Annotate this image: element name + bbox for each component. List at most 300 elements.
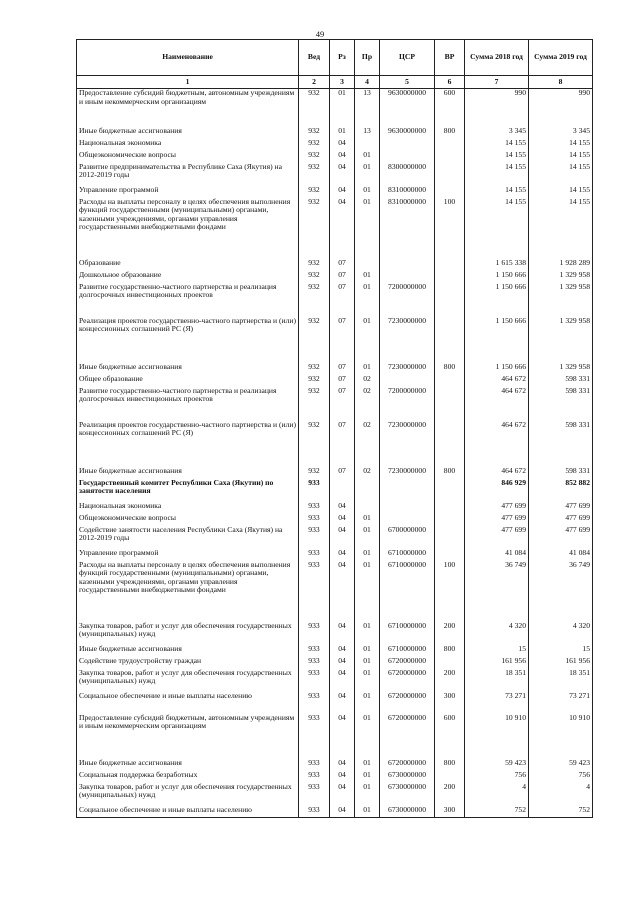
row-ved: 932 (299, 139, 330, 151)
table-row (77, 771, 593, 783)
header-vr: ВР (435, 40, 465, 76)
table-row (77, 657, 593, 669)
table-row (77, 783, 593, 806)
row-rz: 01 (330, 127, 355, 139)
row-name: Содействие трудоустройству граждан (77, 657, 299, 669)
row-vr (435, 771, 465, 783)
row-vr (435, 502, 465, 514)
row-csr: 7230000000 (380, 421, 435, 467)
row-sum-2019: 477 699 (529, 526, 593, 549)
row-csr: 7230000000 (380, 467, 435, 479)
row-sum-2018: 477 699 (465, 502, 529, 514)
row-vr: 800 (435, 645, 465, 657)
row-csr: 8310000000 (380, 198, 435, 259)
row-vr (435, 421, 465, 467)
row-vr (435, 271, 465, 283)
row-vr: 600 (435, 714, 465, 759)
row-ved: 932 (299, 421, 330, 467)
row-sum-2018: 1 615 338 (465, 259, 529, 271)
row-rz: 07 (330, 421, 355, 467)
row-csr: 6720000000 (380, 669, 435, 692)
col-number-8: 8 (529, 76, 593, 89)
header-pr: Пр (355, 40, 380, 76)
row-vr (435, 549, 465, 561)
row-sum-2018: 14 155 (465, 186, 529, 198)
row-csr: 6720000000 (380, 759, 435, 771)
row-csr: 9630000000 (380, 127, 435, 139)
row-sum-2019: 59 423 (529, 759, 593, 771)
row-name: Содействие занятости населения Республики Саха (Якутия) на 2012-2019 годы (77, 526, 299, 549)
row-sum-2019: 14 155 (529, 198, 593, 259)
row-rz: 07 (330, 467, 355, 479)
table-row (77, 549, 593, 561)
row-ved: 933 (299, 692, 330, 714)
row-vr: 300 (435, 692, 465, 714)
table-row (77, 759, 593, 771)
row-rz: 04 (330, 514, 355, 526)
row-name: Общеэкономические вопросы (77, 151, 299, 163)
row-ved: 932 (299, 151, 330, 163)
row-csr: 6710000000 (380, 549, 435, 561)
row-vr (435, 317, 465, 363)
row-rz: 04 (330, 657, 355, 669)
table-row (77, 163, 593, 186)
row-rz: 04 (330, 669, 355, 692)
row-pr: 01 (355, 561, 380, 622)
row-pr: 02 (355, 467, 380, 479)
row-sum-2018: 846 929 (465, 479, 529, 502)
row-name: Закупка товаров, работ и услуг для обеспечения государственных (муниципальных) нужд (77, 783, 299, 806)
row-vr (435, 163, 465, 186)
row-sum-2019: 14 155 (529, 186, 593, 198)
table-row (77, 526, 593, 549)
row-name: Иные бюджетные ассигнования (77, 645, 299, 657)
row-rz: 04 (330, 198, 355, 259)
row-sum-2019: 477 699 (529, 514, 593, 526)
row-vr (435, 526, 465, 549)
row-pr: 01 (355, 771, 380, 783)
row-vr: 100 (435, 561, 465, 622)
row-pr: 02 (355, 375, 380, 387)
row-ved: 933 (299, 759, 330, 771)
row-sum-2019: 4 (529, 783, 593, 806)
row-sum-2019: 598 331 (529, 421, 593, 467)
row-csr: 7200000000 (380, 283, 435, 317)
row-name: Социальная поддержка безработных (77, 771, 299, 783)
row-sum-2018: 59 423 (465, 759, 529, 771)
row-csr: 6730000000 (380, 783, 435, 806)
row-sum-2018: 752 (465, 806, 529, 818)
row-sum-2018: 3 345 (465, 127, 529, 139)
row-ved: 932 (299, 186, 330, 198)
row-sum-2019: 14 155 (529, 163, 593, 186)
row-rz: 04 (330, 771, 355, 783)
col-number-4: 4 (355, 76, 380, 89)
row-ved: 933 (299, 771, 330, 783)
row-vr: 200 (435, 783, 465, 806)
row-csr (380, 151, 435, 163)
row-csr (380, 479, 435, 502)
row-sum-2019: 598 331 (529, 467, 593, 479)
row-pr (355, 139, 380, 151)
row-sum-2019: 14 155 (529, 139, 593, 151)
row-csr: 6710000000 (380, 622, 435, 645)
row-sum-2018: 14 155 (465, 151, 529, 163)
row-sum-2018: 18 351 (465, 669, 529, 692)
row-pr: 01 (355, 714, 380, 759)
row-pr: 01 (355, 806, 380, 818)
col-number-3: 3 (330, 76, 355, 89)
row-vr (435, 186, 465, 198)
row-pr: 02 (355, 421, 380, 467)
row-rz: 07 (330, 259, 355, 271)
col-number-7: 7 (465, 76, 529, 89)
row-pr: 01 (355, 363, 380, 375)
table-row (77, 151, 593, 163)
row-csr: 6710000000 (380, 561, 435, 622)
row-sum-2019: 161 956 (529, 657, 593, 669)
row-name: Предоставление субсидий бюджетным, автономным учреждениям и иным некоммерческим организациям (77, 89, 299, 127)
table-row (77, 271, 593, 283)
row-sum-2018: 1 150 666 (465, 283, 529, 317)
row-sum-2019: 1 329 958 (529, 283, 593, 317)
row-ved: 932 (299, 283, 330, 317)
row-pr (355, 259, 380, 271)
row-ved: 932 (299, 89, 330, 127)
table-row (77, 139, 593, 151)
row-rz: 04 (330, 549, 355, 561)
row-name: Иные бюджетные ассигнования (77, 363, 299, 375)
row-vr (435, 387, 465, 421)
row-pr: 01 (355, 759, 380, 771)
row-sum-2018: 756 (465, 771, 529, 783)
row-name: Дошкольное образование (77, 271, 299, 283)
row-pr: 01 (355, 622, 380, 645)
row-pr: 01 (355, 186, 380, 198)
row-pr: 01 (355, 549, 380, 561)
row-csr: 6720000000 (380, 714, 435, 759)
row-name: Закупка товаров, работ и услуг для обеспечения государственных (муниципальных) нужд (77, 669, 299, 692)
row-ved: 933 (299, 514, 330, 526)
row-sum-2018: 464 672 (465, 387, 529, 421)
row-rz: 07 (330, 363, 355, 375)
row-ved: 932 (299, 163, 330, 186)
row-rz: 01 (330, 89, 355, 127)
table-row (77, 645, 593, 657)
row-rz: 04 (330, 139, 355, 151)
row-vr (435, 375, 465, 387)
row-vr: 200 (435, 669, 465, 692)
row-sum-2018: 4 320 (465, 622, 529, 645)
row-name: Реализация проектов государственно-частного партнерства и (или) концессионных соглашений РС (Я) (77, 317, 299, 363)
table-row (77, 259, 593, 271)
row-ved: 933 (299, 479, 330, 502)
row-rz: 04 (330, 561, 355, 622)
table-row (77, 479, 593, 502)
row-pr (355, 479, 380, 502)
row-rz: 04 (330, 526, 355, 549)
row-name: Национальная экономика (77, 139, 299, 151)
row-vr (435, 514, 465, 526)
row-vr: 200 (435, 622, 465, 645)
row-ved: 932 (299, 198, 330, 259)
row-ved: 932 (299, 467, 330, 479)
row-sum-2018: 464 672 (465, 421, 529, 467)
row-rz: 04 (330, 806, 355, 818)
table-row (77, 514, 593, 526)
row-csr: 8300000000 (380, 163, 435, 186)
row-rz: 04 (330, 151, 355, 163)
row-csr (380, 375, 435, 387)
row-name: Развитие государственно-частного партнерства и реализация долгосрочных инвестиционных проектов (77, 283, 299, 317)
row-ved: 932 (299, 363, 330, 375)
row-vr: 800 (435, 363, 465, 375)
row-sum-2019: 73 271 (529, 692, 593, 714)
table-row (77, 198, 593, 259)
row-csr: 7200000000 (380, 387, 435, 421)
row-sum-2018: 1 150 666 (465, 271, 529, 283)
col-number-6: 6 (435, 76, 465, 89)
row-sum-2019: 1 928 289 (529, 259, 593, 271)
row-pr: 01 (355, 151, 380, 163)
col-number-5: 5 (380, 76, 435, 89)
row-vr: 800 (435, 759, 465, 771)
row-vr (435, 259, 465, 271)
row-sum-2018: 4 (465, 783, 529, 806)
row-csr (380, 514, 435, 526)
row-sum-2018: 477 699 (465, 526, 529, 549)
table-row (77, 502, 593, 514)
row-ved: 932 (299, 271, 330, 283)
row-csr: 7230000000 (380, 317, 435, 363)
header-sum-2019: Сумма 2019 год (529, 40, 593, 76)
row-name: Развитие государственно-частного партнерства и реализация долгосрочных инвестиционных проектов (77, 387, 299, 421)
row-rz: 04 (330, 759, 355, 771)
row-rz: 07 (330, 283, 355, 317)
row-vr (435, 139, 465, 151)
row-name: Иные бюджетные ассигнования (77, 467, 299, 479)
row-ved: 933 (299, 526, 330, 549)
row-pr: 01 (355, 645, 380, 657)
table-row (77, 714, 593, 759)
row-name: Управление программой (77, 186, 299, 198)
header-ved: Вед (299, 40, 330, 76)
row-ved: 932 (299, 317, 330, 363)
row-sum-2019: 756 (529, 771, 593, 783)
row-name: Реализация проектов государственно-частного партнерства и (или) концессионных соглашений РС (Я) (77, 421, 299, 467)
row-pr: 01 (355, 317, 380, 363)
row-sum-2018: 73 271 (465, 692, 529, 714)
table-row (77, 561, 593, 622)
row-sum-2019: 598 331 (529, 387, 593, 421)
row-pr: 01 (355, 669, 380, 692)
row-csr: 6720000000 (380, 692, 435, 714)
row-sum-2018: 464 672 (465, 375, 529, 387)
row-pr: 01 (355, 198, 380, 259)
row-rz: 04 (330, 645, 355, 657)
row-ved: 933 (299, 561, 330, 622)
row-rz: 07 (330, 317, 355, 363)
row-ved: 933 (299, 669, 330, 692)
table-row (77, 467, 593, 479)
row-sum-2019: 15 (529, 645, 593, 657)
table-row (77, 622, 593, 645)
row-sum-2018: 10 910 (465, 714, 529, 759)
row-sum-2019: 752 (529, 806, 593, 818)
row-sum-2019: 852 882 (529, 479, 593, 502)
row-csr: 6730000000 (380, 806, 435, 818)
row-sum-2019: 1 329 958 (529, 317, 593, 363)
row-vr (435, 151, 465, 163)
row-vr (435, 283, 465, 317)
row-csr: 8310000000 (380, 186, 435, 198)
row-vr: 800 (435, 467, 465, 479)
row-sum-2018: 14 155 (465, 139, 529, 151)
row-sum-2019: 1 329 958 (529, 271, 593, 283)
row-name: Иные бюджетные ассигнования (77, 127, 299, 139)
row-ved: 932 (299, 375, 330, 387)
row-sum-2018: 464 672 (465, 467, 529, 479)
row-name: Национальная экономика (77, 502, 299, 514)
row-ved: 932 (299, 387, 330, 421)
row-sum-2018: 41 084 (465, 549, 529, 561)
row-sum-2018: 161 956 (465, 657, 529, 669)
table-row (77, 127, 593, 139)
header-rz: Рз (330, 40, 355, 76)
col-number-1: 1 (77, 76, 299, 89)
table-row (77, 692, 593, 714)
col-number-2: 2 (299, 76, 330, 89)
row-rz: 04 (330, 163, 355, 186)
row-sum-2018: 36 749 (465, 561, 529, 622)
row-name: Развитие предпринимательства в Республике Саха (Якутия) на 2012-2019 годы (77, 163, 299, 186)
row-sum-2019: 598 331 (529, 375, 593, 387)
row-rz: 07 (330, 387, 355, 421)
row-csr (380, 139, 435, 151)
row-vr (435, 479, 465, 502)
row-csr: 6710000000 (380, 645, 435, 657)
row-csr: 7230000000 (380, 363, 435, 375)
table-row (77, 186, 593, 198)
row-name: Расходы на выплаты персоналу в целях обеспечения выполнения функций государственными (муниципальными) органами, казенными учреждениями, органами управления государственными внебюджетными фондами (77, 198, 299, 259)
table-row (77, 669, 593, 692)
row-name: Закупка товаров, работ и услуг для обеспечения государственных (муниципальных) нужд (77, 622, 299, 645)
budget-table (76, 39, 593, 818)
row-rz: 04 (330, 502, 355, 514)
row-sum-2018: 1 150 666 (465, 317, 529, 363)
row-vr (435, 657, 465, 669)
row-rz: 04 (330, 622, 355, 645)
row-pr: 13 (355, 127, 380, 139)
row-csr (380, 502, 435, 514)
row-pr: 01 (355, 163, 380, 186)
row-rz (330, 479, 355, 502)
row-ved: 932 (299, 127, 330, 139)
row-pr: 01 (355, 783, 380, 806)
row-vr: 300 (435, 806, 465, 818)
row-vr: 800 (435, 127, 465, 139)
row-rz: 07 (330, 375, 355, 387)
row-sum-2018: 14 155 (465, 163, 529, 186)
row-pr: 13 (355, 89, 380, 127)
row-vr: 100 (435, 198, 465, 259)
header-sum-2018: Сумма 2018 год (465, 40, 529, 76)
row-name: Общеэкономические вопросы (77, 514, 299, 526)
row-ved: 933 (299, 657, 330, 669)
table-row (77, 363, 593, 375)
table-row (77, 375, 593, 387)
table-row (77, 89, 593, 127)
row-pr: 01 (355, 657, 380, 669)
row-rz: 04 (330, 714, 355, 759)
row-sum-2018: 1 150 666 (465, 363, 529, 375)
header-csr: ЦСР (380, 40, 435, 76)
row-sum-2018: 15 (465, 645, 529, 657)
row-name: Социальное обеспечение и иные выплаты населению (77, 692, 299, 714)
page-number: 49 (315, 29, 325, 39)
row-name: Социальное обеспечение и иные выплаты населению (77, 806, 299, 818)
row-rz: 07 (330, 271, 355, 283)
row-ved: 933 (299, 783, 330, 806)
row-sum-2018: 477 699 (465, 514, 529, 526)
row-sum-2018: 14 155 (465, 198, 529, 259)
row-pr (355, 502, 380, 514)
column-number-row (77, 76, 593, 89)
row-csr: 6700000000 (380, 526, 435, 549)
row-sum-2019: 1 329 958 (529, 363, 593, 375)
row-pr: 01 (355, 283, 380, 317)
row-pr: 01 (355, 271, 380, 283)
table-body (77, 89, 593, 818)
row-ved: 933 (299, 806, 330, 818)
table-row (77, 387, 593, 421)
row-name: Образование (77, 259, 299, 271)
row-sum-2019: 477 699 (529, 502, 593, 514)
row-sum-2019: 18 351 (529, 669, 593, 692)
row-sum-2019: 41 084 (529, 549, 593, 561)
header-name: Наименование (77, 40, 299, 76)
row-csr (380, 271, 435, 283)
row-sum-2019: 10 910 (529, 714, 593, 759)
row-pr: 01 (355, 526, 380, 549)
row-ved: 933 (299, 714, 330, 759)
row-name: Предоставление субсидий бюджетным, автономным учреждениям и иным некоммерческим организациям (77, 714, 299, 759)
row-rz: 04 (330, 692, 355, 714)
row-name: Иные бюджетные ассигнования (77, 759, 299, 771)
row-ved: 933 (299, 645, 330, 657)
table-row (77, 806, 593, 818)
row-sum-2019: 3 345 (529, 127, 593, 139)
row-rz: 04 (330, 186, 355, 198)
row-ved: 933 (299, 502, 330, 514)
row-csr (380, 259, 435, 271)
row-name: Государственный комитет Республики Саха (Якутии) по занятости населения (77, 479, 299, 502)
row-sum-2019: 4 320 (529, 622, 593, 645)
row-name: Управление программой (77, 549, 299, 561)
row-name: Расходы на выплаты персоналу в целях обеспечения выполнения функций государственными (муниципальными) органами, казенными учреждениями, органами управления государственными внебюджетными фондами (77, 561, 299, 622)
row-pr: 01 (355, 514, 380, 526)
row-pr: 02 (355, 387, 380, 421)
row-pr: 01 (355, 692, 380, 714)
row-csr: 9630000000 (380, 89, 435, 127)
row-sum-2019: 14 155 (529, 151, 593, 163)
row-ved: 933 (299, 622, 330, 645)
table-row (77, 283, 593, 317)
row-csr: 6730000000 (380, 771, 435, 783)
row-csr: 6720000000 (380, 657, 435, 669)
row-sum-2019: 990 (529, 89, 593, 127)
row-name: Общее образование (77, 375, 299, 387)
